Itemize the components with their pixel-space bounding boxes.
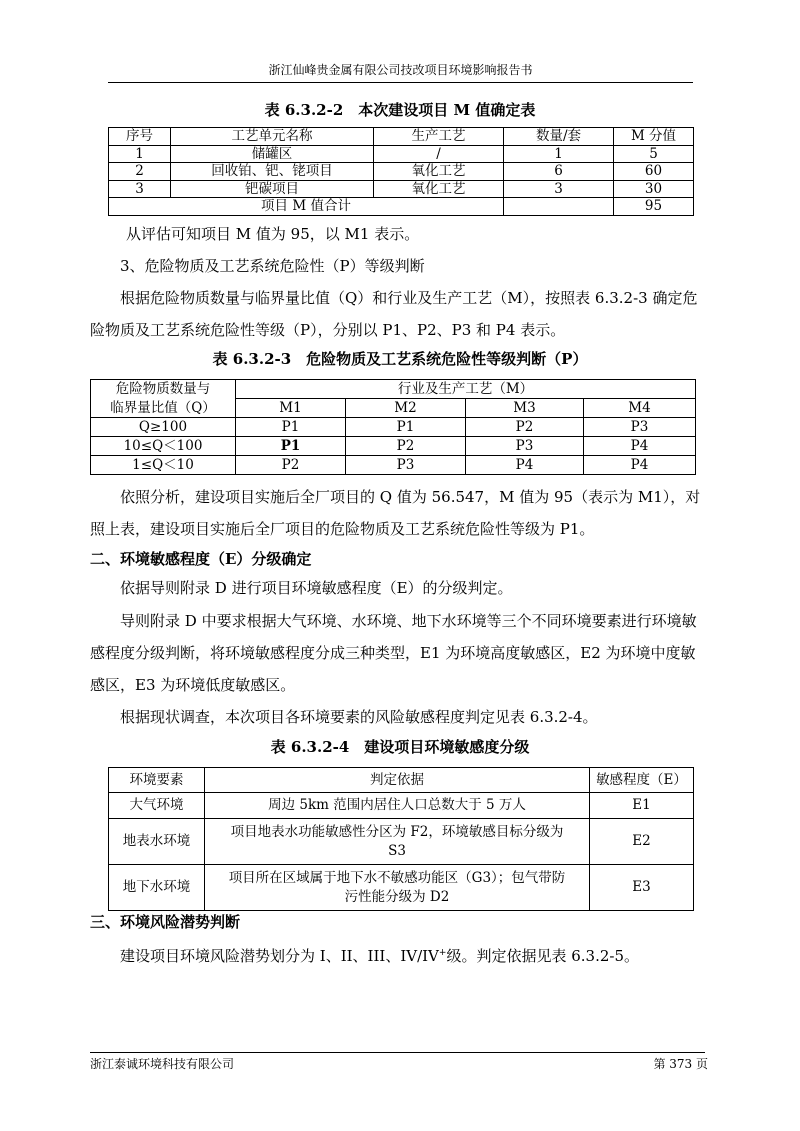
table-row <box>91 418 696 437</box>
page-header: 浙江仙峰贵金属有限公司技改项目环境影响报告书 <box>268 63 533 77</box>
q-range-cell: 1≤Q＜10 <box>91 456 236 475</box>
paragraph: 依据导则附录 D 进行项目环境敏感程度（E）的分级判定。 <box>120 579 513 597</box>
column-header: M4 <box>584 399 696 418</box>
table-cell: 氧化工艺 <box>374 180 504 198</box>
table-cell: 大气环境 <box>109 793 205 819</box>
paragraph: 根据危险物质数量与临界量比值（Q）和行业及生产工艺（M），按照表 6.3.2-3 确定危险物质及工艺系统危险性等级（P），分别以 P1、P2、P3 和 P4 表示。 <box>90 289 698 339</box>
total-label: 项目 M 值合计 <box>109 198 504 216</box>
table-cell: P4 <box>584 456 696 475</box>
column-header: 敏感程度（E） <box>590 768 694 793</box>
superscript: + <box>438 948 447 958</box>
page-number: 第 373 页 <box>653 1057 708 1071</box>
paragraph: 根据现状调查，本次项目各环境要素的风险敏感程度判定见表 6.3.2-4。 <box>120 708 598 726</box>
column-header: 判定依据 <box>205 768 590 793</box>
table-row <box>91 456 696 475</box>
table-row <box>109 819 694 865</box>
table-total-row <box>109 198 694 216</box>
q-range-cell: Q≥100 <box>91 418 236 437</box>
table2-caption: 表 6.3.2-3 危险物质及工艺系统危险性等级判断（P） <box>212 350 588 368</box>
paragraph <box>90 937 710 972</box>
table-row <box>109 865 694 911</box>
paragraph: 从评估可知项目 M 值为 95，以 M1 表示。 <box>126 225 420 243</box>
table-cell: E1 <box>590 793 694 819</box>
row-header: 危险物质数量与 <box>91 380 236 399</box>
table-cell: 地下水环境 <box>109 865 205 911</box>
sensitivity-table <box>108 767 694 911</box>
table-cell: E3 <box>590 865 694 911</box>
table-cell: 回收铂、钯、铑项目 <box>171 163 374 181</box>
footer-company: 浙江泰诚环境科技有限公司 <box>90 1057 235 1071</box>
table-cell: 30 <box>614 180 694 198</box>
paragraph-text: 建设项目环境风险潜势划分为 I、II、III、IV/IV <box>120 947 439 965</box>
m-value-table <box>108 127 694 216</box>
table-cell: / <box>374 145 504 163</box>
column-header: M3 <box>466 399 584 418</box>
table-cell: P2 <box>466 418 584 437</box>
paragraph: 导则附录 D 中要求根据大气环境、水环境、地下水环境等三个不同环境要素进行环境敏感程度分级判断，将环境敏感程度分成三种类型，E1 为环境高度敏感区，E2 为环境中度敏感区，E3 为环境低度敏感区。 <box>90 612 697 694</box>
table-cell: 1 <box>504 145 614 163</box>
table-cell: 3 <box>109 180 171 198</box>
row-header: 临界量比值（Q） <box>91 399 236 418</box>
table-cell: 周边 5km 范围内居住人口总数大于 5 万人 <box>205 793 590 819</box>
table3-caption: 表 6.3.2-4 建设项目环境敏感度分级 <box>270 738 530 756</box>
highlighted-cell: P1 <box>236 437 346 456</box>
subsection-heading: 3、危险物质及工艺系统危险性（P）等级判断 <box>120 257 425 275</box>
table-cell: 2 <box>109 163 171 181</box>
table-cell: P3 <box>346 456 466 475</box>
table-cell: 项目地表水功能敏感性分区为 F2，环境敏感目标分级为 S3 <box>205 819 590 865</box>
column-header: 序号 <box>109 128 171 146</box>
group-header: 行业及生产工艺（M） <box>236 380 696 399</box>
column-header: M 分值 <box>614 128 694 146</box>
table-cell: 地表水环境 <box>109 819 205 865</box>
column-header: M1 <box>236 399 346 418</box>
table1-caption: 表 6.3.2-2 本次建设项目 M 值确定表 <box>264 101 536 119</box>
table-row <box>109 163 694 181</box>
table-cell: 5 <box>614 145 694 163</box>
paragraph-text: 级。判定依据见表 6.3.2-5。 <box>446 947 640 965</box>
table-cell: P2 <box>346 437 466 456</box>
column-header: 数量/套 <box>504 128 614 146</box>
table-header-row <box>91 399 696 418</box>
table-cell: 储罐区 <box>171 145 374 163</box>
table-cell: 项目所在区域属于地下水不敏感功能区（G3）；包气带防污性能分级为 D2 <box>205 865 590 911</box>
table-row <box>109 793 694 819</box>
q-range-cell: 10≤Q＜100 <box>91 437 236 456</box>
total-value: 95 <box>614 198 694 216</box>
hazard-level-table <box>90 379 696 475</box>
table-header-row <box>109 768 694 793</box>
table-cell: P2 <box>236 456 346 475</box>
paragraph: 依照分析，建设项目实施后全厂项目的 Q 值为 56.547，M 值为 95（表示为 M1），对照上表，建设项目实施后全厂项目的危险物质及工艺系统危险性等级为 P1。 <box>90 488 701 538</box>
table-cell: P1 <box>346 418 466 437</box>
table-header-row <box>91 380 696 399</box>
table-cell: 60 <box>614 163 694 181</box>
table-cell: E2 <box>590 819 694 865</box>
column-header: M2 <box>346 399 466 418</box>
table-row <box>91 437 696 456</box>
column-header: 生产工艺 <box>374 128 504 146</box>
table-cell: P4 <box>584 437 696 456</box>
section-heading: 三、环境风险潜势判断 <box>90 913 241 931</box>
header-rule <box>108 82 693 83</box>
section-heading: 二、环境敏感程度（E）分级确定 <box>90 550 312 568</box>
column-header: 工艺单元名称 <box>171 128 374 146</box>
footer-rule <box>90 1052 705 1053</box>
column-header: 环境要素 <box>109 768 205 793</box>
table-cell: 1 <box>109 145 171 163</box>
table-cell: 6 <box>504 163 614 181</box>
table-cell <box>504 198 614 216</box>
table-cell: 氧化工艺 <box>374 163 504 181</box>
table-cell: P1 <box>236 418 346 437</box>
table-cell: 钯碳项目 <box>171 180 374 198</box>
table-row <box>109 145 694 163</box>
table-cell: P3 <box>584 418 696 437</box>
table-cell: P4 <box>466 456 584 475</box>
table-row <box>109 180 694 198</box>
table-cell: P3 <box>466 437 584 456</box>
table-header-row <box>109 128 694 146</box>
table-cell: 3 <box>504 180 614 198</box>
